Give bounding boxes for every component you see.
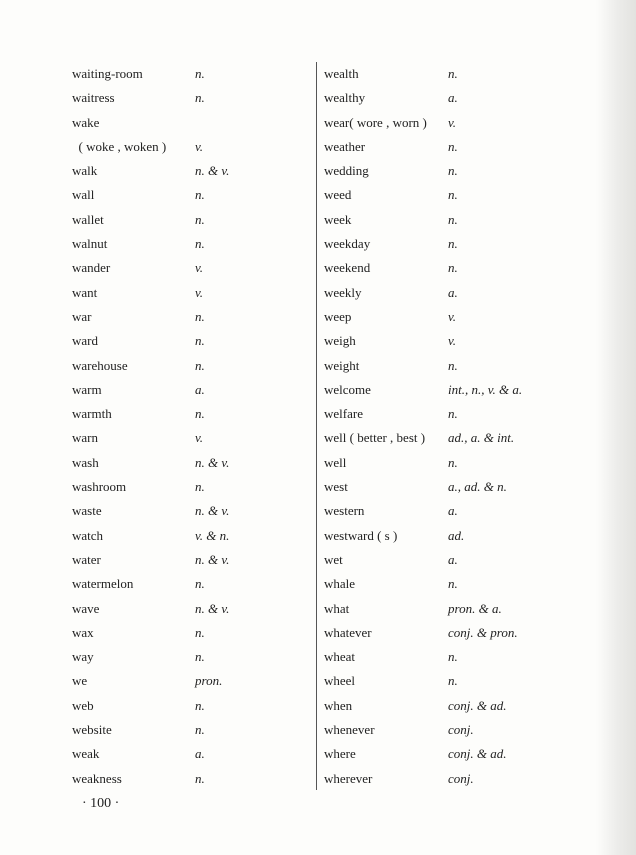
headword: waiting-room <box>72 66 143 81</box>
headword: weakness <box>72 770 122 786</box>
word-entry <box>324 621 574 645</box>
part-of-speech: n. <box>195 697 205 713</box>
part-of-speech: n. <box>195 357 205 373</box>
word-entry <box>72 159 307 183</box>
word-entry <box>324 159 574 183</box>
word-entry <box>324 475 574 499</box>
word-entry <box>324 524 574 548</box>
part-of-speech: a. <box>448 503 458 519</box>
part-of-speech: conj. & ad. <box>448 746 507 762</box>
word-entry <box>324 256 574 280</box>
headword: waitress <box>72 90 115 106</box>
word-entry <box>72 305 307 329</box>
headword: watermelon <box>72 576 134 592</box>
word-entry <box>72 621 307 645</box>
headword: want <box>72 284 98 300</box>
word-entry <box>324 767 574 791</box>
headword: wear( wore , worn ) <box>324 114 427 130</box>
word-entry <box>324 669 574 693</box>
part-of-speech: v. & n. <box>195 527 230 543</box>
part-of-speech: n. <box>195 236 205 252</box>
headword: well <box>324 454 347 470</box>
word-entry <box>72 135 307 159</box>
headword: warm <box>72 381 102 397</box>
part-of-speech: conj. <box>448 770 474 786</box>
word-entry <box>72 742 307 766</box>
word-entry <box>324 183 574 207</box>
word-entry <box>324 329 574 353</box>
part-of-speech: v. <box>195 138 204 154</box>
headword: way <box>72 649 94 665</box>
word-entry <box>72 694 307 718</box>
word-entry <box>324 426 574 450</box>
word-entry <box>72 232 307 256</box>
part-of-speech: n. & v. <box>195 551 230 567</box>
headword: weed <box>324 187 352 203</box>
part-of-speech: n. & v. <box>195 454 230 470</box>
headword: watch <box>72 527 104 543</box>
column-divider <box>316 62 317 790</box>
word-entry <box>72 645 307 669</box>
headword: where <box>324 746 356 762</box>
part-of-speech: v. <box>195 260 204 276</box>
part-of-speech: n. <box>448 454 458 470</box>
part-of-speech: v. <box>195 430 204 446</box>
part-of-speech: a. <box>448 90 458 106</box>
part-of-speech: n. <box>195 770 205 786</box>
word-entry <box>72 475 307 499</box>
headword: western <box>324 503 365 519</box>
part-of-speech: v. <box>448 114 457 130</box>
part-of-speech: pron. <box>195 673 223 689</box>
part-of-speech: n. & v. <box>195 163 230 179</box>
word-entry <box>324 597 574 621</box>
word-entry <box>324 135 574 159</box>
headword: wake <box>72 114 100 130</box>
word-entry <box>324 378 574 402</box>
part-of-speech: n. <box>195 308 205 324</box>
part-of-speech: n. <box>195 649 205 665</box>
part-of-speech: n. & v. <box>195 600 230 616</box>
part-of-speech: n. <box>448 163 458 179</box>
part-of-speech: n. <box>195 576 205 592</box>
word-entry <box>72 62 307 86</box>
right-word-column <box>324 62 574 791</box>
headword: westward ( s ) <box>324 527 398 543</box>
part-of-speech: n. <box>195 624 205 640</box>
word-entry <box>72 451 307 475</box>
part-of-speech: a. <box>195 746 205 762</box>
headword: we <box>72 673 88 689</box>
headword: wash <box>72 454 99 470</box>
word-entry <box>72 499 307 523</box>
headword: wheat <box>324 649 356 665</box>
word-entry <box>72 718 307 742</box>
headword: well ( better , best ) <box>324 430 426 446</box>
headword: wax <box>72 624 94 640</box>
word-entry <box>324 499 574 523</box>
part-of-speech: n. <box>448 673 458 689</box>
headword: weekday <box>324 236 371 252</box>
headword: website <box>72 722 112 738</box>
left-word-column <box>72 62 307 791</box>
headword: welcome <box>324 381 371 397</box>
part-of-speech: n. <box>195 406 205 422</box>
headword: wander <box>72 260 111 276</box>
headword: weekend <box>324 260 371 276</box>
headword: weep <box>324 308 352 324</box>
word-entry <box>324 232 574 256</box>
headword: warmth <box>72 406 112 422</box>
word-entry <box>72 354 307 378</box>
word-entry <box>324 354 574 378</box>
part-of-speech: a. <box>448 551 458 567</box>
word-entry <box>324 62 574 86</box>
word-entry <box>324 305 574 329</box>
word-entry <box>324 718 574 742</box>
word-entry <box>72 572 307 596</box>
headword: weigh <box>324 333 356 349</box>
part-of-speech: n. <box>448 138 458 154</box>
headword: wherever <box>324 770 373 786</box>
word-entry <box>72 524 307 548</box>
part-of-speech: conj. & ad. <box>448 697 507 713</box>
part-of-speech: conj. & pron. <box>448 624 518 640</box>
part-of-speech: n. & v. <box>195 503 230 519</box>
word-entry <box>72 767 307 791</box>
headword: whatever <box>324 624 372 640</box>
headword: when <box>324 697 353 713</box>
part-of-speech: n. <box>195 90 205 106</box>
headword: war <box>72 308 92 324</box>
headword: ( woke , woken ) <box>72 138 167 154</box>
headword: wealth <box>324 66 359 81</box>
part-of-speech: a., ad. & n. <box>448 479 507 495</box>
word-entry <box>72 329 307 353</box>
word-entry <box>72 597 307 621</box>
part-of-speech: n. <box>448 236 458 252</box>
headword: washroom <box>72 479 127 495</box>
part-of-speech: pron. & a. <box>448 600 502 616</box>
headword: weather <box>324 138 366 154</box>
part-of-speech: n. <box>195 66 205 81</box>
headword: wealthy <box>324 90 366 106</box>
part-of-speech: n. <box>448 66 458 81</box>
word-entry <box>324 402 574 426</box>
headword: waste <box>72 503 102 519</box>
part-of-speech: a. <box>448 284 458 300</box>
headword: whale <box>324 576 356 592</box>
part-of-speech: int., n., v. & a. <box>448 381 523 397</box>
word-entry <box>72 86 307 110</box>
word-entry <box>324 111 574 135</box>
word-entry <box>324 645 574 669</box>
word-entry <box>72 111 307 135</box>
part-of-speech: n. <box>195 187 205 203</box>
word-entry <box>72 669 307 693</box>
part-of-speech: n. <box>448 187 458 203</box>
headword: whenever <box>324 722 375 738</box>
word-entry <box>324 86 574 110</box>
headword: wave <box>72 600 100 616</box>
headword: welfare <box>324 406 363 422</box>
headword: wallet <box>72 211 104 227</box>
word-entry <box>72 183 307 207</box>
scan-shadow-edge <box>596 0 636 855</box>
part-of-speech: ad. <box>448 527 465 543</box>
part-of-speech: n. <box>195 479 205 495</box>
part-of-speech: a. <box>195 381 205 397</box>
headword: weekly <box>324 284 362 300</box>
part-of-speech: n. <box>448 406 458 422</box>
headword: walnut <box>72 236 108 252</box>
headword: west <box>324 479 348 495</box>
part-of-speech: n. <box>448 357 458 373</box>
word-entry <box>324 742 574 766</box>
headword: warn <box>72 430 98 446</box>
word-entry <box>324 451 574 475</box>
word-entry <box>72 426 307 450</box>
part-of-speech: n. <box>448 576 458 592</box>
headword: web <box>72 697 94 713</box>
headword: ward <box>72 333 98 349</box>
part-of-speech: ad., a. & int. <box>448 430 515 446</box>
word-entry <box>324 208 574 232</box>
headword: weight <box>324 357 360 373</box>
part-of-speech: conj. <box>448 722 474 738</box>
word-entry <box>72 208 307 232</box>
part-of-speech: n. <box>195 722 205 738</box>
headword: walk <box>72 163 98 179</box>
page-number: · 100 · <box>82 796 120 811</box>
headword: wall <box>72 187 95 203</box>
headword: wet <box>324 551 343 567</box>
headword: warehouse <box>72 357 128 373</box>
part-of-speech: n. <box>195 211 205 227</box>
word-entry <box>72 256 307 280</box>
part-of-speech: v. <box>448 333 457 349</box>
part-of-speech: v. <box>195 284 204 300</box>
word-entry <box>72 378 307 402</box>
word-entry <box>324 694 574 718</box>
headword: week <box>324 211 352 227</box>
part-of-speech: n. <box>448 260 458 276</box>
headword: what <box>324 600 350 616</box>
word-entry <box>324 548 574 572</box>
headword: wedding <box>324 163 369 179</box>
word-entry <box>72 402 307 426</box>
word-entry <box>72 281 307 305</box>
part-of-speech: n. <box>448 211 458 227</box>
word-entry <box>72 548 307 572</box>
part-of-speech: n. <box>448 649 458 665</box>
word-entry <box>324 572 574 596</box>
headword: wheel <box>324 673 356 689</box>
headword: weak <box>72 746 100 762</box>
part-of-speech: n. <box>195 333 205 349</box>
word-entry <box>324 281 574 305</box>
part-of-speech: v. <box>448 308 457 324</box>
headword: water <box>72 551 101 567</box>
